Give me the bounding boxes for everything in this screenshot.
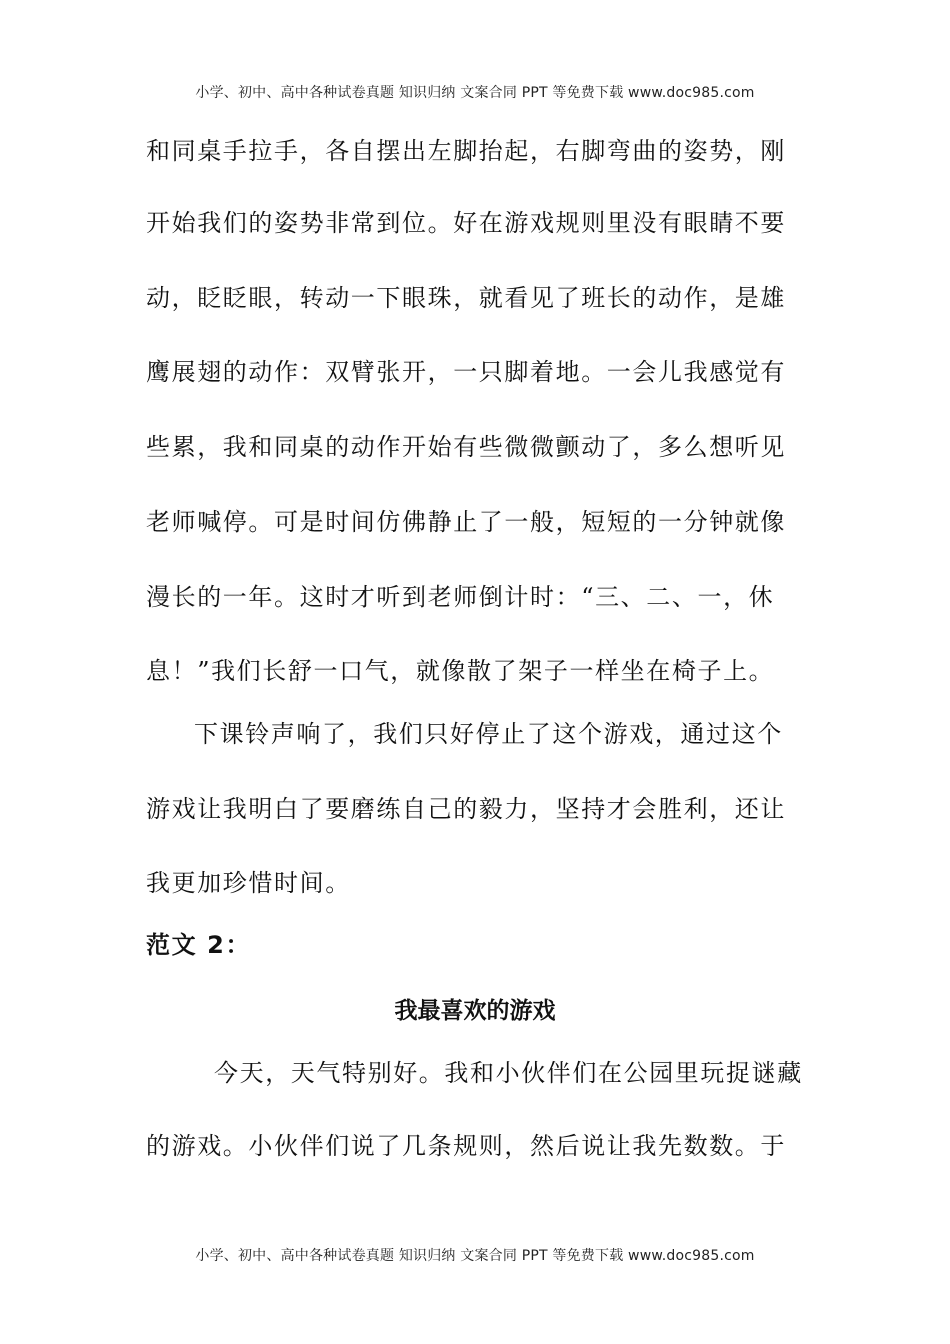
paragraph-line: 些累，我和同桌的动作开始有些微微颤动了，多么想听见	[146, 433, 786, 461]
page-footer: 小学、初中、高中各种试卷真题 知识归纳 文案合同 PPT 等免费下载 www.doc985.com	[195, 1248, 755, 1264]
paragraph-line: 今天，天气特别好。我和小伙伴们在公园里玩捉谜藏	[214, 1059, 803, 1087]
paragraph-line: 的游戏。小伙伴们说了几条规则，然后说让我先数数。于	[146, 1132, 786, 1160]
paragraph-line: 下课铃声响了，我们只好停止了这个游戏，通过这个	[194, 720, 783, 748]
paragraph-line: 开始我们的姿势非常到位。好在游戏规则里没有眼睛不要	[146, 209, 786, 237]
essay-title: 我最喜欢的游戏	[394, 998, 556, 1024]
page-header: 小学、初中、高中各种试卷真题 知识归纳 文案合同 PPT 等免费下载 www.doc985.com	[195, 85, 755, 101]
paragraph-line: 老师喊停。可是时间仿佛静止了一般，短短的一分钟就像	[146, 508, 786, 536]
paragraph-line: 息！”我们长舒一口气，就像散了架子一样坐在椅子上。	[146, 657, 775, 685]
paragraph-line: 我更加珍惜时间。	[146, 869, 351, 897]
paragraph-line: 漫长的一年。这时才听到老师倒计时：“三、二、一，休	[146, 583, 775, 611]
paragraph-line: 游戏让我明白了要磨练自己的毅力，坚持才会胜利，还让	[146, 795, 786, 823]
paragraph-line: 鹰展翅的动作：双臂张开，一只脚着地。一会儿我感觉有	[146, 358, 786, 386]
paragraph-line: 和同桌手拉手，各自摆出左脚抬起，右脚弯曲的姿势，刚	[146, 137, 786, 165]
section-label: 范文 2：	[146, 931, 252, 959]
paragraph-line: 动，眨眨眼，转动一下眼珠，就看见了班长的动作，是雄	[146, 284, 786, 312]
